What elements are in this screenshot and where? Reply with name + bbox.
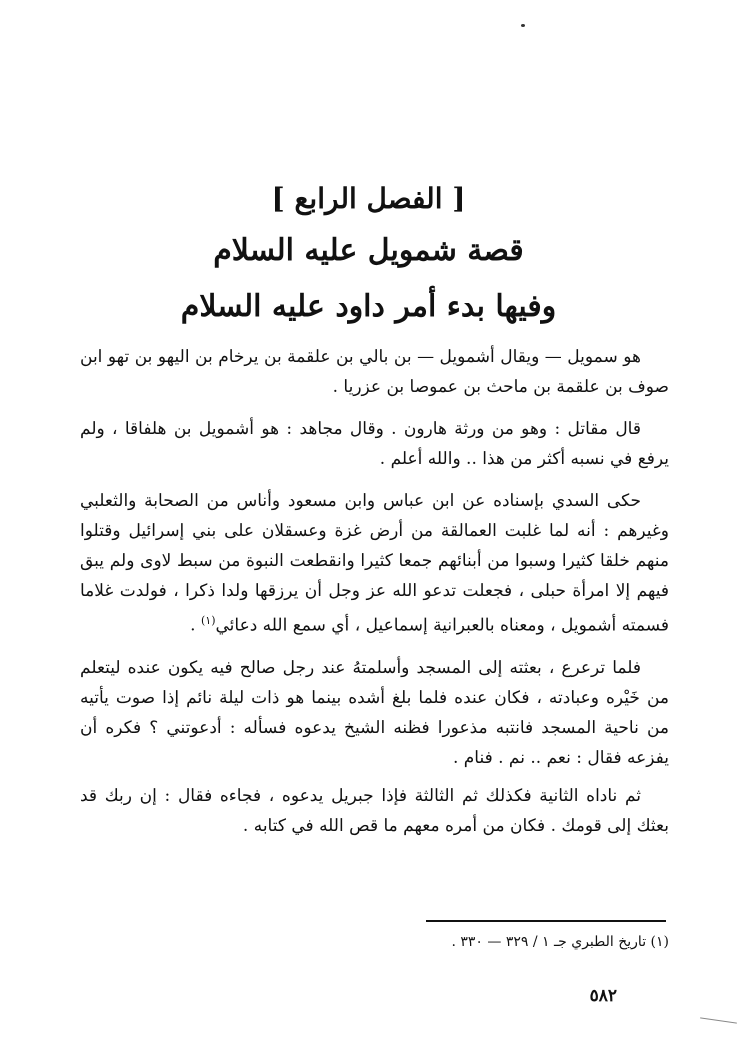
chapter-heading-block	[80, 175, 657, 335]
paragraph-2: قال مقاتل : وهو من ورثة هارون . وقال مجاهد : هو أشمويل بن هلفاقا ، ولم يرفع في نسبه أكثر من هذا .. والله أعلم .	[80, 419, 669, 469]
footnote-divider	[426, 920, 666, 922]
paragraph-4: فلما ترعرع ، بعثته إلى المسجد وأسلمتهُ عند رجل صالح فيه يكون عنده ليتعلم من خَيْره وعبادته ، فكان عنده فلما بلغ أشده بينما هو ذات ليلة نائم إذا صوت يأتيه من ناحية المسجد فانتبه مذعورا فظنه الشيخ يدعوه فسأله : أدعوتني ؟ فكره أن يفزعه فقال : نعم .. نم . فنام .	[80, 657, 669, 768]
paragraph-5: ثم ناداه الثانية فكذلك ثم الثالثة فإذا جبريل يدعوه ، فجاءه فقال : إن ربك قد بعثك إلى قومك . فكان من أمره معهم ما قص الله في كتابه .	[80, 785, 669, 836]
scan-edge-mark	[700, 1017, 737, 1023]
paragraph-3-text: حكى السدي بإسناده عن ابن عباس وابن مسعود وأناس من الصحابة والثعلبي وغيرهم : أنه لما غلبت العمالقة من أرض غزة وعسقلان على بني إسرائيل وقتلوا منهم خلقا كثيرا وسبوا من أبنائهم جمعا كثيرا وانقطعت النبوة من سبط لاوى ولم يبق فيهم إلا امرأة حبلى ، فجعلت تدعو الله عز وجل أن يرزقها ولدا ذكرا ، فولدت غلاما فسمته أشمويل ، ومعناه بالعبرانية إسماعيل ، أي سمع الله دعائي	[80, 491, 669, 636]
footnote-reference: (١)	[200, 614, 216, 627]
chapter-title-line-2: وفيها بدء أمر داود عليه السلام	[180, 289, 557, 324]
paragraph-1: هو سمويل — ويقال أشمويل — بن بالي بن علقمة بن يرخام بن اليهو بن تهو ابن صوف بن علقمة بن ماحث بن عموصا بن عزريا .	[80, 347, 669, 397]
chapter-title-line-1: قصة شمويل عليه السلام	[213, 233, 524, 268]
page-number: ٥٨٢	[589, 986, 617, 1006]
body-text	[80, 342, 669, 853]
scan-dot	[521, 24, 525, 27]
paragraph-3-end: .	[190, 615, 201, 636]
chapter-label: [ الفصل الرابع ]	[271, 182, 466, 215]
paragraph-3	[80, 486, 669, 641]
footnote: (١) تاريخ الطبري جـ ١ / ٣٢٩ — ٣٣٠ .	[451, 934, 669, 950]
